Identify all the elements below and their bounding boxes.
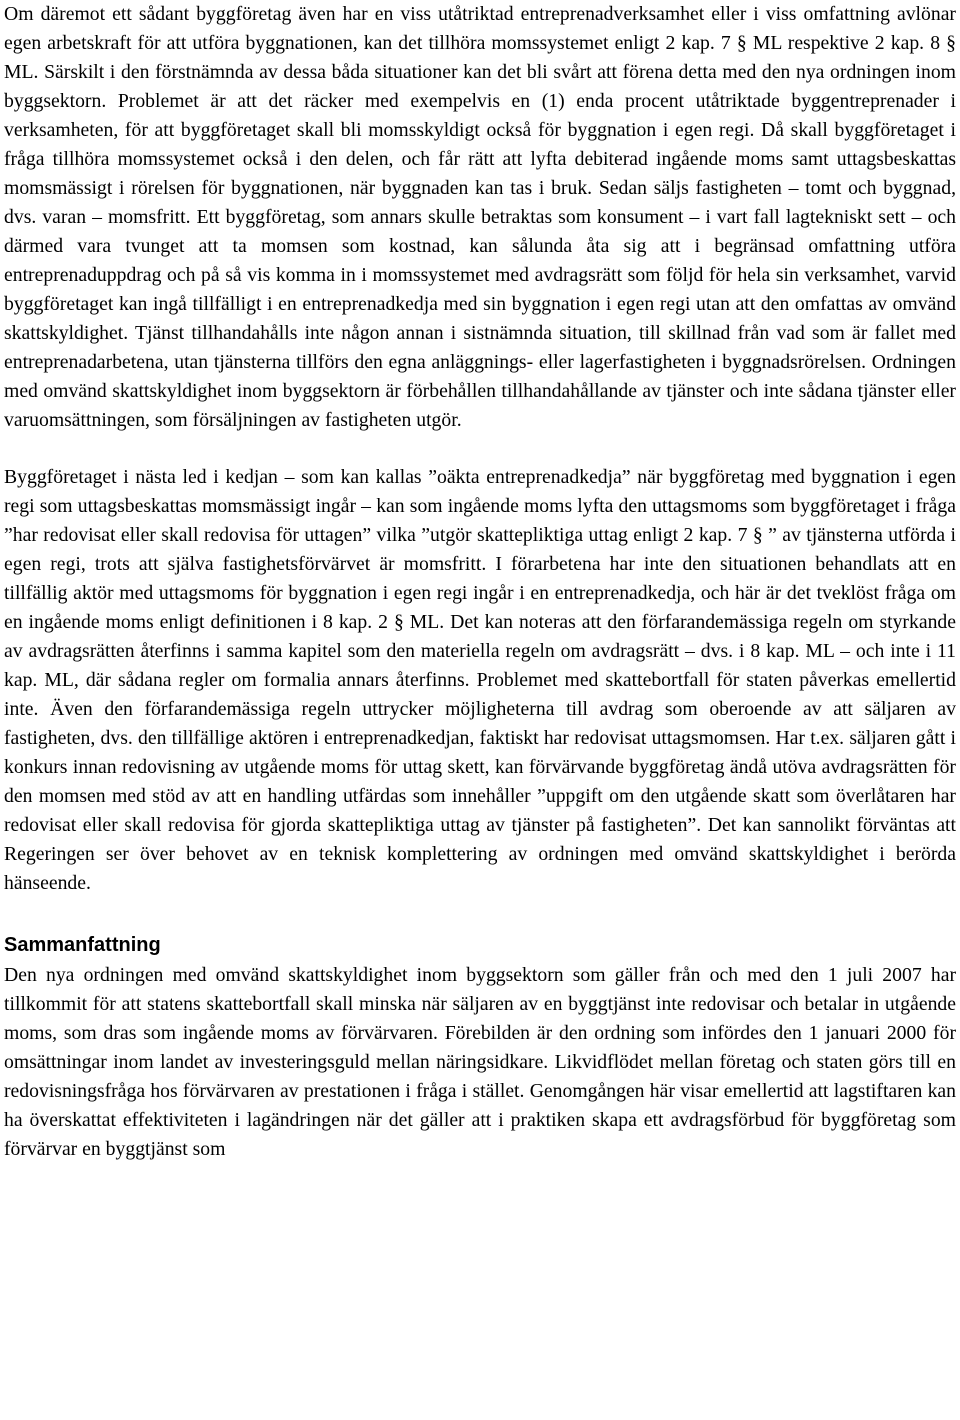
body-paragraph: Den nya ordningen med omvänd skattskyldighet inom byggsektorn som gäller från och med den 1 juli 2007 har tillkommit för att statens skattebortfall skall minska när säljaren av en byggtjänst inte redovisar och betalar in utgående moms, som dras som ingående moms av förvärvaren. Förebilden är den ordning som infördes den 1 januari 2000 för omsättningar inom landet av investeringsguld mellan näringsidkare. Likvidflödet mellan företag och staten görs till en redovisningsfråga hos förvärvaren av prestationen i fråga i stället. Genomgången här visar emellertid att lagstiftaren kan ha överskattat effektiviteten i lagändringen när det gäller att i praktiken skapa ett avdragsförbud för byggföretag som förvärvar en byggtjänst som [4, 964, 956, 1160]
body-paragraph: Byggföretaget i nästa led i kedjan – som kan kallas ”oäkta entreprenadkedja” när byggföretag med byggnation i egen regi som uttagsbeskattas momsmässigt ingår – kan som ingående moms lyfta den uttagsmoms som byggföretaget i fråga ”har redovisat eller skall redovisa för uttagen” vilka ”utgör skattepliktiga uttag enligt 2 kap. 7 § ” av tjänsterna utförda i egen regi, trots att själva fastighetsförvärvet är momsfritt. I förarbetena har inte den situationen behandlats att en tillfällig aktör med uttagsmoms för byggnation i egen regi ingår i en entreprenadkedja, och här är det tveklöst fråga om en ingående moms enligt definitionen i 8 kap. 2 § ML. Det kan noteras att den förfarandemässiga regeln om styrkande av avdragsrätten återfinns i samma kapitel som den materiella regeln om avdragsrätt – dvs. i 8 kap. ML – och inte i 11 kap. ML, där sådana regler om formalia annars återfinns. Problemet med skattebortfall för staten påverkas emellertid inte. Även den förfarandemässiga regeln uttrycker möjligheterna till avdrag som oberoende av att säljaren av fastigheten, dvs. den tillfällige aktören i entreprenadkedjan, faktiskt har redovisat uttagsmomsen. Har t.ex. säljaren gått i konkurs innan redovisning av utgående moms för uttag skett, kan förvärvande byggföretag ändå utöva avdragsrätten för den momsen med stöd av att en handling utfärdas som innehåller ”uppgift om den utgående skatt som överlåtaren har redovisat eller skall redovisa för gjorda skattepliktiga uttag av tjänster på fastigheten”. Det kan sannolikt förväntas att Regeringen ser över behovet av en teknisk komplettering av ordningen med omvänd skattskyldighet i berörda hänseende. [4, 466, 956, 894]
body-paragraph: Om däremot ett sådant byggföretag även har en viss utåtriktad entreprenadverksamhet eller i viss omfattning avlönar egen arbetskraft för att utföra byggnationen, kan det tillhöra momssystemet enligt 2 kap. 7 § ML respektive 2 kap. 8 § ML. Särskilt i den förstnämnda av dessa båda situationer kan det bli svårt att förena detta med den nya ordningen inom byggsektorn. Problemet är att det räcker med exempelvis en (1) enda procent utåtriktade byggentreprenader i verksamheten, för att byggföretaget skall bli momsskyldigt också för byggnation i egen regi. Då skall byggföretaget i fråga tillhöra momssystemet också i den delen, och får rätt att lyfta debiterad ingående moms samt uttagsbeskattas momsmässigt i rörelsen för byggnationen, när byggnaden kan tas i bruk. Sedan säljs fastigheten – tomt och byggnad, dvs. varan – momsfritt. Ett byggföretag, som annars skulle betraktas som konsument – i vart fall lagtekniskt sett – och därmed vara tvunget att ta momsen som kostnad, kan sålunda åta sig att i begränsad omfattning utföra entreprenaduppdrag och på så vis komma in i momssystemet med avdragsrätt som följd för hela sin verksamhet, varvid byggföretaget kan ingå tillfälligt i en entreprenadkedja med sin byggnation i egen regi utan att den omfattas av omvänd skattskyldighet. Tjänst tillhandahålls inte någon annan i sistnämnda situation, till skillnad från vad som är fallet med entreprenadarbetena, utan tjänsterna tillförs den egna anläggnings- eller lagerfastigheten i byggnadsrörelsen. Ordningen med omvänd skattskyldighet inom byggsektorn är förbehållen tillhandahållande av tjänster och inte sådana tjänster eller varuomsättningen, som försäljningen av fastigheten utgör. [4, 3, 956, 431]
document-page [4, 0, 956, 1164]
section-heading: Sammanfattning [4, 934, 161, 956]
